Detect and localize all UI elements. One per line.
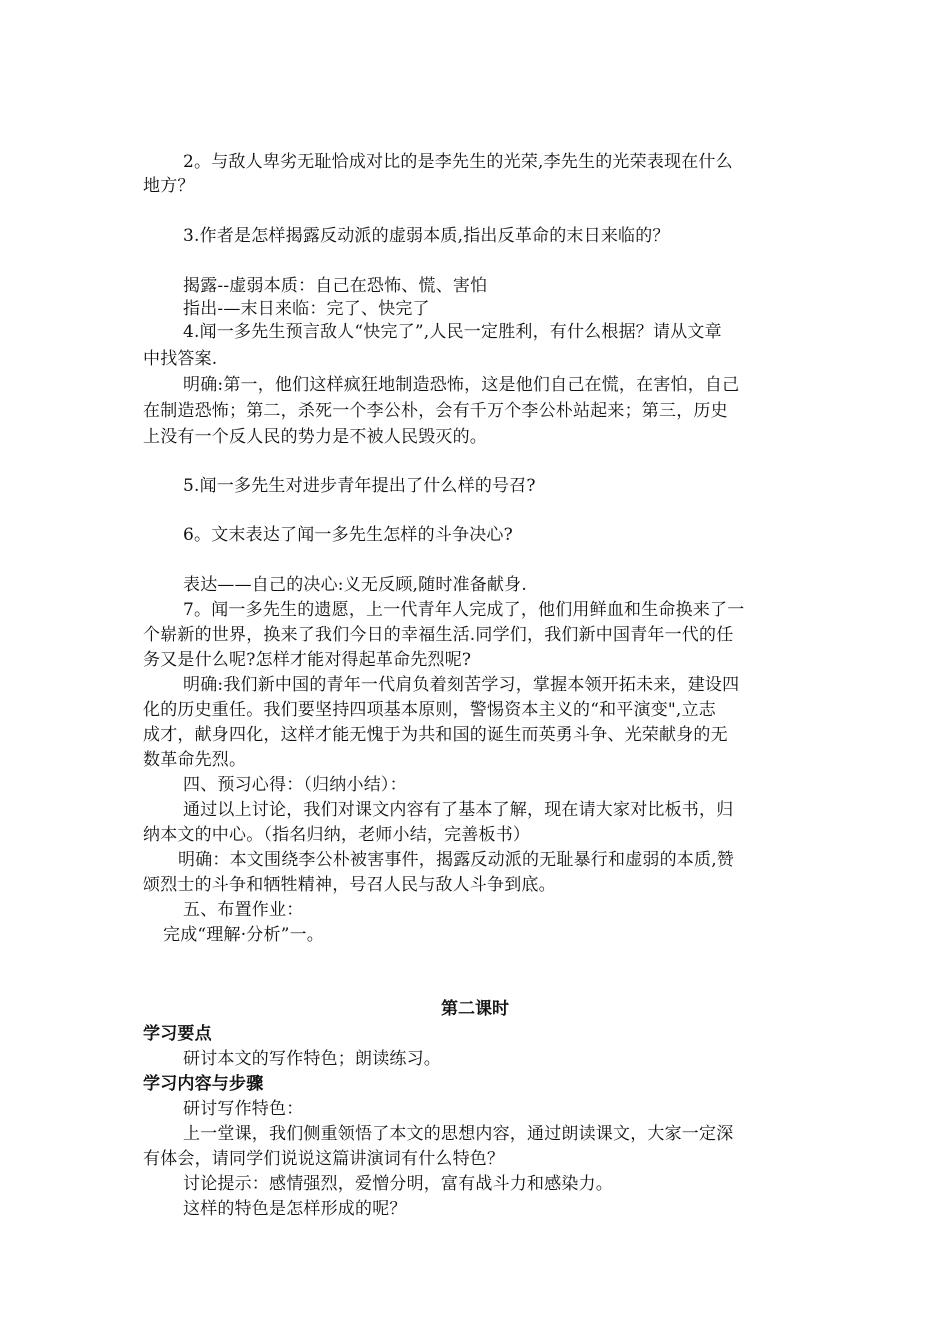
answer-3-line-1: 揭露--虚弱本质：自己在恐怖、慌、害怕 (183, 276, 488, 296)
key-points-heading: 学习要点 (143, 1024, 212, 1044)
content-paragraph-3: 讨论提示：感情强烈，爱憎分明，富有战斗力和感染力。 (183, 1174, 613, 1194)
answer-7-line-1: 明确:我们新中国的青年一代肩负着刻苦学习，掌握本领开拓未来，建设四 (183, 675, 740, 695)
key-points-text: 研讨本文的写作特色；朗读练习。 (183, 1049, 441, 1069)
content-paragraph-4: 这样的特色是怎样形成的呢？ (183, 1199, 407, 1219)
question-7-line-2: 个崭新的世界，换来了我们今日的幸福生活.同学们，我们新中国青年一代的任 (143, 625, 734, 645)
question-4-line-1: 4.闻一多先生预言敌人“快完了”,人民一定胜利，有什么根据？请从文章 (183, 322, 722, 342)
content-paragraph-2-line-1: 上一堂课，我们侧重领悟了本文的思想内容，通过朗读课文，大家一定深 (183, 1124, 734, 1144)
question-4-line-2: 中找答案. (143, 349, 218, 369)
section-5-title: 五、布置作业： (183, 900, 304, 920)
content-paragraph-1: 研讨写作特色： (183, 1099, 304, 1119)
question-6: 6。文末表达了闻一多先生怎样的斗争决心? (183, 525, 513, 545)
section-4-line-2: 纳本文的中心。（指名归纳，老师小结，完善板书） (143, 825, 531, 845)
question-7-line-1: 7。闻一多先生的遗愿，上一代青年人完成了，他们用鲜血和生命换来了一 (183, 600, 745, 620)
answer-4-line-1: 明确:第一，他们这样疯狂地制造恐怖，这是他们自己在慌，在害怕，自己 (183, 375, 740, 395)
answer-7-line-4: 数革命先烈。 (143, 750, 247, 770)
lesson-2-title: 第二课时 (441, 999, 509, 1019)
section-4-line-3: 明确：本文围绕李公朴被害事件，揭露反动派的无耻暴行和虚弱的本质,赞 (178, 850, 735, 870)
answer-4-line-3: 上没有一个反人民的势力是不被人民毁灭的。 (143, 427, 487, 447)
question-5: 5.闻一多先生对进步青年提出了什么样的号召? (183, 476, 536, 496)
question-7-line-3: 务又是什么呢?怎样才能对得起革命先烈呢? (143, 650, 472, 670)
answer-7-line-3: 成才，献身四化，这样才能无愧于为共和国的诞生而英勇斗争、光荣献身的无 (143, 725, 728, 745)
section-4-line-1: 通过以上讨论，我们对课文内容有了基本了解，现在请大家对比板书，归 (183, 800, 734, 820)
section-5-line-1: 完成“理解·分析”一。 (163, 925, 324, 945)
question-2-line-1: 2。与敌人卑劣无耻恰成对比的是李先生的光荣,李先生的光荣表现在什么 (183, 152, 733, 172)
section-4-title: 四、预习心得：（归纳小结）： (183, 775, 407, 795)
answer-3-line-2: 指出-—末日来临：完了、快完了 (183, 299, 430, 319)
answer-7-line-2: 化的历史重任。我们要坚持四项基本原则，警惕资本主义的“和平演变",立志 (143, 700, 716, 720)
content-paragraph-2-line-2: 有体会，请同学们说说这篇讲演词有什么特色？ (143, 1149, 505, 1169)
content-heading: 学习内容与步骤 (143, 1074, 264, 1094)
question-2-line-2: 地方？ (143, 176, 195, 196)
answer-4-line-2: 在制造恐怖；第二，杀死一个李公朴，会有千万个李公朴站起来；第三，历史 (143, 401, 728, 421)
answer-6: 表达——自己的决心:义无反顾,随时准备献身. (183, 575, 527, 595)
question-3: 3.作者是怎样揭露反动派的虚弱本质,指出反革命的末日来临的？ (183, 226, 670, 246)
section-4-line-4: 颂烈士的斗争和牺牲精神，号召人民与敌人斗争到底。 (143, 875, 556, 895)
